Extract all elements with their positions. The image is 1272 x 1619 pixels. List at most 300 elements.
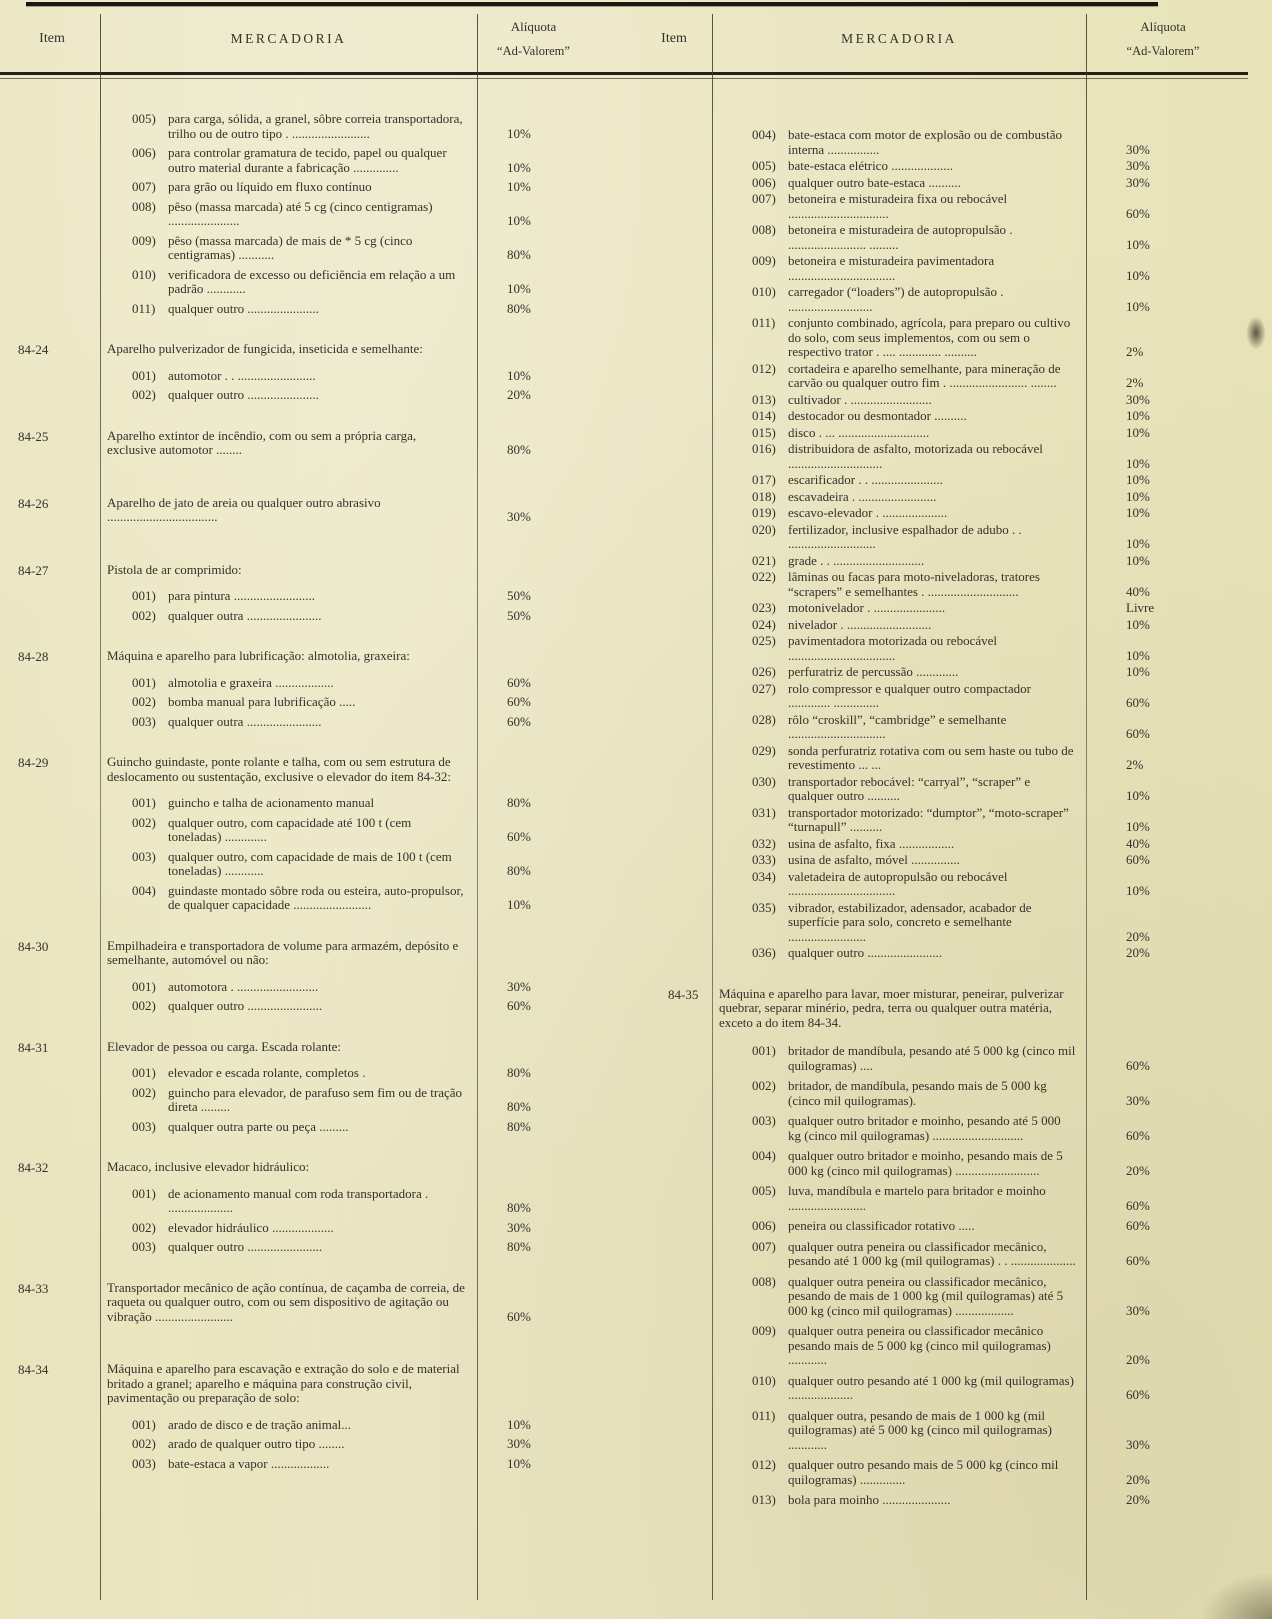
sub-item-description: qualquer outra parte ou peça .........	[168, 1118, 349, 1134]
sub-item-description: betoneira e misturadeira de autopropulsão . ........................ .........	[788, 222, 1013, 252]
sub-item-code: 018)	[752, 488, 776, 504]
sub-item	[100, 1457, 590, 1472]
sub-item-description: bate-estaca elétrico ...................	[788, 158, 953, 173]
sub-item-description: qualquer outro .......................	[788, 945, 943, 960]
sub-item	[712, 806, 1240, 835]
sub-item-description: almotolia e graxeira ..................	[168, 674, 334, 690]
sub-item	[712, 1219, 1240, 1234]
sub-item-rate: 10%	[1126, 298, 1150, 314]
sub-item-rate: 10%	[507, 1416, 531, 1432]
sub-item-description: grade . . ............................	[788, 552, 925, 568]
sub-item-code: 011)	[132, 300, 156, 316]
sub-item-description: peneira ou classificador rotativo .....	[788, 1218, 975, 1233]
sub-item-description: betoneira e misturadeira pavimentadora .................................	[788, 253, 995, 283]
item-code: 84-25	[18, 428, 49, 444]
sub-item-description: qualquer outro, com capacidade de mais de 100 t (cem toneladas) ............	[168, 848, 452, 878]
sub-item	[100, 589, 590, 604]
entry-rate	[477, 1160, 590, 1175]
sub-item	[712, 285, 1240, 314]
sub-item-code: 033)	[752, 852, 776, 867]
sub-item-description: qualquer outra peneira ou classificador mecânico pesando mais de 5 000 kg (cinco mil quilogramas) ............	[788, 1323, 1051, 1367]
sub-item-rate: 10%	[507, 1455, 531, 1471]
sub-item-rate: 10%	[507, 159, 531, 175]
sub-item	[100, 200, 590, 229]
sub-item-description: motonivelador . ......................	[788, 600, 946, 615]
entry-heading-row	[100, 1362, 590, 1406]
entry-rate	[477, 1040, 590, 1055]
sub-item	[712, 665, 1240, 680]
sub-item	[712, 1044, 1240, 1073]
sub-item-code: 012)	[752, 360, 776, 376]
sub-item-rate: 10%	[1126, 505, 1150, 520]
entry-heading-row	[712, 987, 1240, 1031]
entry-content	[100, 1362, 590, 1471]
sub-item-rate: 10%	[1126, 664, 1150, 679]
entry-description: Aparelho extintor de incêndio, com ou sem a própria carga, exclusive automotor ........	[107, 427, 417, 457]
item-code: 84-29	[18, 755, 49, 770]
sub-item	[100, 1086, 590, 1115]
sub-item	[712, 946, 1240, 961]
sub-item-description: betoneira e misturadeira fixa ou rebocável ...............................	[788, 191, 1008, 221]
entry-rate	[477, 755, 590, 784]
sub-item-description: qualquer outro bate-estaca ..........	[788, 174, 961, 190]
sub-item	[100, 816, 590, 845]
sub-item-rate: Livre	[1126, 600, 1155, 615]
sub-item-rate: 30%	[1126, 391, 1150, 407]
sub-item-rate: 20%	[1126, 928, 1150, 944]
sub-item-code: 005)	[752, 1183, 776, 1198]
tariff-entry	[4, 755, 590, 913]
sub-item-description: rôlo “croskill”, “cambridge” e semelhante ..............................	[788, 711, 1007, 741]
tariff-table-right	[636, 6, 1240, 1612]
entry-heading-row	[100, 342, 590, 357]
item-code: 84-30	[18, 938, 49, 954]
sub-item-description: vibrador, estabilizador, adensador, acabador de superfície para solo, concreto e semelhante ........................	[788, 899, 1032, 944]
sub-item	[712, 901, 1240, 945]
entry-rate	[477, 649, 590, 664]
entry-description: Transportador mecânico de ação contínua, de caçamba de correia, de raqueta ou qualquer outro, com ou sem dispositivo de agitação ou vibração ........................	[107, 1279, 465, 1324]
sub-item-description: qualquer outro britador e moinho, pesando até 5 000 kg (cinco mil quilogramas) ............................	[788, 1113, 1061, 1143]
sub-item-rate: 40%	[1126, 583, 1150, 599]
sub-item-description: usina de asfalto, móvel ...............	[788, 852, 960, 867]
sub-item-description: destocador ou desmontador ..........	[788, 408, 967, 423]
sub-item	[712, 1079, 1240, 1108]
sub-item	[712, 870, 1240, 899]
tariff-entry	[4, 1040, 590, 1135]
sub-item-rate: 20%	[1126, 1492, 1150, 1507]
sub-item-rate: 80%	[507, 863, 531, 878]
sub-item-description: elevador e escada rolante, completos .	[168, 1065, 366, 1080]
sub-item	[712, 1458, 1240, 1487]
sub-item-description: pêso (massa marcada) até 5 cg (cinco centigramas) ......................	[168, 198, 433, 228]
item-code: 84-24	[18, 342, 49, 357]
entry-heading-row	[100, 649, 590, 664]
sub-item-rate: 80%	[507, 1065, 531, 1080]
scan-artifact	[1202, 1573, 1272, 1619]
tariff-entry	[4, 429, 590, 470]
column-header-aliquota	[1086, 6, 1240, 72]
entry-rate: 30%	[507, 509, 531, 524]
table-body	[4, 72, 590, 1471]
sub-item-code: 002)	[132, 814, 156, 830]
sub-item-code: 006)	[132, 145, 156, 160]
sub-item-description: qualquer outro .......................	[168, 998, 323, 1013]
sub-item	[100, 369, 590, 384]
sub-item-description: britador de mandíbula, pesando até 5 000 kg (cinco mil quilogramas) ....	[788, 1043, 1076, 1073]
sub-item	[712, 192, 1240, 221]
sub-item-rate: 30%	[1126, 1092, 1150, 1108]
sub-item-code: 002)	[132, 1219, 156, 1235]
sub-item-code: 009)	[132, 232, 156, 248]
aliquota-label-line2: “Ad-Valorem”	[497, 44, 570, 58]
sub-item-code: 021)	[752, 552, 776, 568]
sub-item-rate: 30%	[1126, 158, 1150, 173]
sub-item-code: 005)	[752, 158, 776, 173]
entry-content	[100, 496, 590, 537]
sub-item-code: 030)	[752, 773, 776, 789]
sub-item	[100, 1437, 590, 1452]
sub-item-rate: 10%	[1126, 267, 1150, 283]
sub-item	[712, 554, 1240, 569]
sub-item	[100, 715, 590, 730]
sub-item	[712, 523, 1240, 552]
entry-heading-row	[100, 755, 590, 784]
sub-item-code: 011)	[752, 315, 776, 330]
sub-item-rate: 10%	[507, 213, 531, 228]
sub-item	[100, 388, 590, 403]
sub-item-rate: 60%	[1126, 1253, 1150, 1268]
item-code	[636, 128, 712, 961]
sub-item-code: 032)	[752, 835, 776, 851]
sub-item-rate: 80%	[507, 1239, 531, 1254]
sub-item	[712, 176, 1240, 191]
sub-item-code: 020)	[752, 521, 776, 537]
sub-item	[100, 609, 590, 624]
sub-item	[712, 362, 1240, 391]
entry-description: Aparelho pulverizador de fungicida, inseticida e semelhante:	[107, 341, 423, 356]
sub-item	[712, 223, 1240, 252]
sub-item-description: qualquer outra peneira ou classificador mecânico, pesando de mais de 1 000 kg (mil quilogramas) até 5 000 kg (cinco mil quilogramas) ..................	[788, 1273, 1064, 1318]
aliquota-label-line1: Alíquota	[510, 19, 557, 34]
sub-item-rate: 10%	[507, 281, 531, 296]
sub-item-rate: 60%	[1126, 1218, 1150, 1233]
sub-item-code: 024)	[752, 616, 776, 632]
sub-item-code: 008)	[752, 1273, 776, 1289]
sub-item-description: sonda perfuratriz rotativa com ou sem haste ou tubo de revestimento ... ...	[788, 742, 1074, 772]
entry-rate	[477, 342, 590, 357]
sub-item-description: conjunto combinado, agrícola, para preparo ou cultivo do solo, com seus implementos, com ou sem o respectivo trator . .... ............. ..........	[788, 315, 1071, 359]
entry-content	[712, 128, 1240, 961]
sub-item-description: bate-estaca com motor de explosão ou de combustão interna ................	[788, 127, 1062, 157]
entry-content	[100, 429, 590, 470]
sub-item	[100, 884, 590, 913]
sub-item	[712, 682, 1240, 711]
sub-item-rate: 10%	[1126, 455, 1150, 471]
sub-item	[712, 618, 1240, 633]
sub-item-code: 003)	[132, 1455, 156, 1471]
sub-item-code: 013)	[752, 391, 776, 407]
sub-item	[100, 1221, 590, 1236]
sub-item-code: 006)	[752, 1218, 776, 1233]
sub-item	[712, 442, 1240, 471]
sub-item-description: guincho e talha de acionamento manual	[168, 795, 375, 810]
sub-item	[712, 837, 1240, 852]
sub-item-code: 003)	[132, 848, 156, 864]
sub-item-code: 002)	[752, 1078, 776, 1093]
sub-item	[100, 980, 590, 995]
sub-item-rate: 10%	[1126, 408, 1150, 423]
sub-item-rate: 10%	[507, 179, 531, 194]
sub-item-description: qualquer outro, com capacidade até 100 t (cem toneladas) .............	[168, 814, 412, 844]
sub-item-rate: 50%	[507, 607, 531, 623]
sub-item-description: elevador hidráulico ...................	[168, 1219, 334, 1235]
sub-item	[712, 1409, 1240, 1453]
entry-heading-row	[100, 1040, 590, 1055]
sub-item-code: 015)	[752, 424, 776, 440]
sub-item-rate: 60%	[1126, 205, 1150, 221]
sub-item-description: bola para moinho .....................	[788, 1492, 951, 1507]
sub-item-code: 031)	[752, 804, 776, 820]
entry-content	[100, 112, 590, 316]
sub-item-code: 011)	[752, 1407, 776, 1423]
sub-item-code: 001)	[132, 978, 156, 994]
sub-item	[100, 302, 590, 317]
sub-item-description: qualquer outro britador e moinho, pesando mais de 5 000 kg (cinco mil quilogramas) ..........................	[788, 1148, 1063, 1178]
item-code: 84-27	[18, 562, 49, 578]
sub-item-code: 002)	[132, 998, 156, 1013]
sub-item-description: qualquer outro ......................	[168, 300, 319, 316]
sub-item-code: 002)	[132, 607, 156, 623]
tariff-entry	[4, 112, 590, 316]
entry-content	[100, 649, 590, 729]
sub-item-description: escarificador . . ......................	[788, 472, 943, 487]
entry-description: Pistola de ar comprimido:	[107, 561, 242, 577]
sub-item	[712, 128, 1240, 157]
sub-item-description: para controlar gramatura de tecido, papel ou qualquer outro material durante a fabricação ..............	[168, 145, 447, 175]
sub-item-rate: 50%	[507, 588, 531, 603]
entry-heading-row	[100, 1281, 590, 1325]
entry-description: Máquina e aparelho para escavação e extração do solo e de material britado a granel; aparelho e máquina para construção civil, pavimentação ou preparação de solo:	[107, 1361, 460, 1405]
sub-item-rate: 20%	[1126, 1352, 1150, 1367]
sub-item	[712, 853, 1240, 868]
tariff-entry	[636, 128, 1240, 961]
sub-item	[712, 473, 1240, 488]
item-code: 84-33	[18, 1280, 49, 1296]
sub-item-rate: 60%	[507, 674, 531, 690]
sub-item	[712, 1240, 1240, 1269]
column-header-item: Item	[661, 31, 687, 46]
sub-item-code: 017)	[752, 472, 776, 487]
tariff-entry	[4, 649, 590, 729]
sub-item	[100, 146, 590, 175]
item-code: 84-34	[18, 1362, 49, 1377]
sub-item	[100, 1187, 590, 1216]
entry-description: Guincho guindaste, ponte rolante e talha, com ou sem estrutura de deslocamento ou sustentação, exclusive o elevador do item 84-32:	[107, 754, 452, 784]
sub-item-rate: 10%	[507, 125, 531, 141]
sub-item-code: 001)	[132, 674, 156, 690]
sub-item-code: 002)	[132, 694, 156, 709]
sub-item-rate: 30%	[1126, 174, 1150, 190]
sub-item-code: 001)	[132, 1065, 156, 1080]
sub-item-rate: 10%	[507, 367, 531, 383]
sub-item-code: 001)	[132, 367, 156, 383]
sub-item-code: 008)	[752, 222, 776, 237]
entry-heading-row	[100, 939, 590, 968]
sub-item-rate: 60%	[507, 829, 531, 844]
sub-item-code: 036)	[752, 945, 776, 960]
sub-item-rate: 60%	[507, 713, 531, 729]
sub-item-description: perfuratriz de percussão .............	[788, 664, 959, 679]
sub-item-code: 003)	[132, 1118, 156, 1134]
sub-item-description: para carga, sólida, a granel, sôbre correia transportadora, trilho ou de outro tipo . ........................	[168, 111, 463, 141]
sub-item-description: cultivador . .........................	[788, 391, 932, 407]
sub-item-code: 009)	[752, 253, 776, 268]
entry-rate	[1086, 987, 1240, 1031]
sub-item-code: 003)	[132, 713, 156, 729]
entry-description: Macaco, inclusive elevador hidráulico:	[107, 1159, 310, 1174]
sub-item-description: verificadora de excesso ou deficiência em relação a um padrão ............	[168, 266, 456, 296]
sub-item-rate: 20%	[507, 387, 531, 402]
sub-item-rate: 10%	[1126, 647, 1150, 663]
sub-item-code: 026)	[752, 664, 776, 679]
sub-item	[100, 1120, 590, 1135]
sub-item-description: luva, mandíbula e martelo para britador e moinho ........................	[788, 1183, 1046, 1213]
sub-item-rate: 10%	[1126, 552, 1150, 568]
table-body	[636, 72, 1240, 1508]
sub-item-rate: 2%	[1126, 344, 1144, 359]
entry-heading-row	[100, 563, 590, 578]
sub-item-rate: 10%	[1126, 488, 1150, 504]
sub-item-rate: 80%	[507, 300, 531, 316]
sub-item-description: bate-estaca a vapor ..................	[168, 1455, 330, 1471]
sub-item-code: 003)	[752, 1113, 776, 1128]
sub-item	[712, 601, 1240, 616]
sub-item	[712, 159, 1240, 174]
tariff-entry	[636, 987, 1240, 1508]
sub-item	[100, 850, 590, 879]
sub-item-rate: 20%	[1126, 1162, 1150, 1178]
sub-item-code: 028)	[752, 711, 776, 727]
sub-item-code: 013)	[752, 1492, 776, 1507]
sub-item-code: 003)	[132, 1239, 156, 1254]
entry-rate	[477, 1362, 590, 1406]
sub-item-code: 004)	[752, 127, 776, 142]
entry-content	[100, 1281, 590, 1337]
sub-item-code: 010)	[752, 284, 776, 299]
sub-item-rate: 10%	[1126, 236, 1150, 252]
scan-artifact	[1246, 316, 1266, 350]
entry-rate: 60%	[507, 1308, 531, 1324]
sub-item	[712, 490, 1240, 505]
sub-item-code: 027)	[752, 680, 776, 696]
sub-item-code: 002)	[132, 1436, 156, 1451]
sub-item	[100, 268, 590, 297]
sub-item-rate: 30%	[507, 1219, 531, 1235]
column-header-item: Item	[39, 31, 65, 46]
column-header-mercadoria: MERCADORIA	[230, 31, 347, 46]
tariff-entry	[4, 342, 590, 403]
entry-rate: 80%	[507, 442, 531, 457]
sub-item-rate: 30%	[1126, 1302, 1150, 1318]
sub-item-code: 010)	[132, 266, 156, 282]
sub-item-code: 007)	[752, 191, 776, 206]
sub-item-rate: 60%	[1126, 695, 1150, 710]
sub-item-rate: 10%	[1126, 788, 1150, 803]
sub-item-code: 001)	[752, 1043, 776, 1058]
sub-item-description: usina de asfalto, fixa .................	[788, 835, 955, 851]
sub-item-description: qualquer outra .......................	[168, 713, 322, 729]
item-code: 84-32	[18, 1160, 49, 1175]
sub-item	[100, 112, 590, 141]
sub-item-rate: 10%	[1126, 536, 1150, 551]
sub-item-rate: 60%	[507, 998, 531, 1013]
sub-item-description: qualquer outro ......................	[168, 387, 319, 402]
sub-item-description: rolo compressor e qualquer outro compactador ............. ..............	[788, 680, 1031, 710]
sub-item-rate: 10%	[1126, 883, 1150, 898]
sub-item	[712, 1374, 1240, 1403]
item-code: 84-28	[18, 649, 49, 664]
sub-item-code: 023)	[752, 600, 776, 615]
item-code: 84-35	[668, 986, 699, 1002]
tariff-table-left	[4, 6, 590, 1612]
sub-item	[712, 744, 1240, 773]
sub-item-code: 001)	[132, 1416, 156, 1432]
sub-item-code: 009)	[752, 1323, 776, 1338]
sub-item-description: arado de disco e de tração animal...	[168, 1416, 351, 1432]
sub-item-code: 001)	[132, 588, 156, 603]
sub-item-code: 029)	[752, 742, 776, 758]
sub-item-rate: 2%	[1126, 757, 1144, 772]
sub-item	[712, 1275, 1240, 1319]
sub-item-rate: 10%	[1126, 616, 1150, 632]
entry-content	[100, 342, 590, 403]
sub-item-rate: 10%	[507, 897, 531, 912]
sub-item-description: qualquer outro .......................	[168, 1239, 323, 1254]
sub-item	[100, 234, 590, 263]
sub-item-description: valetadeira de autopropulsão ou rebocável .................................	[788, 868, 1008, 898]
sub-item-code: 002)	[132, 387, 156, 402]
sub-item	[100, 695, 590, 710]
sub-item-description: cortadeira e aparelho semelhante, para mineração de carvão ou qualquer outro fim . ........................ ........	[788, 360, 1061, 390]
sub-item-rate: 60%	[1126, 1057, 1150, 1073]
sub-item-description: para grão ou líquido em fluxo contínuo	[168, 179, 372, 194]
sub-item-description: transportador rebocável: “carryal”, “scraper” e qualquer outro ..........	[788, 773, 1031, 803]
sub-item	[712, 254, 1240, 283]
aliquota-label-line1: Alíquota	[1140, 19, 1186, 34]
sub-item-code: 025)	[752, 633, 776, 648]
sub-item-description: guincho para elevador, de parafuso sem fim ou de tração direta .........	[168, 1084, 463, 1114]
sub-item-rate: 60%	[1126, 1197, 1150, 1213]
entry-description: Máquina e aparelho para lavar, moer misturar, peneirar, pulverizar quebrar, separar minério, pedra, terra ou qualquer outra matéria, exceto a do item 84-34.	[719, 985, 1064, 1030]
sub-item-rate: 60%	[1126, 1387, 1150, 1402]
tariff-entry	[4, 1362, 590, 1471]
entry-rate	[477, 939, 590, 968]
sub-item	[100, 999, 590, 1014]
entry-heading-row	[100, 496, 590, 525]
sub-item	[712, 1149, 1240, 1178]
sub-item-rate: 30%	[1126, 1436, 1150, 1452]
sub-item	[100, 1240, 590, 1255]
sub-item-rate: 20%	[1126, 945, 1150, 960]
column-header-aliquota	[477, 6, 590, 72]
sub-item-rate: 30%	[507, 978, 531, 994]
entry-content	[100, 755, 590, 913]
table-header	[4, 6, 590, 72]
entry-description: Aparelho de jato de areia ou qualquer outro abrasivo ..................................	[107, 494, 381, 524]
sub-item	[712, 1184, 1240, 1213]
entry-rate	[477, 563, 590, 578]
sub-item-description: qualquer outra, pesando de mais de 1 000 kg (mil quilogramas) até 5 000 kg (cinco mil quilogramas) ............	[788, 1407, 1052, 1452]
